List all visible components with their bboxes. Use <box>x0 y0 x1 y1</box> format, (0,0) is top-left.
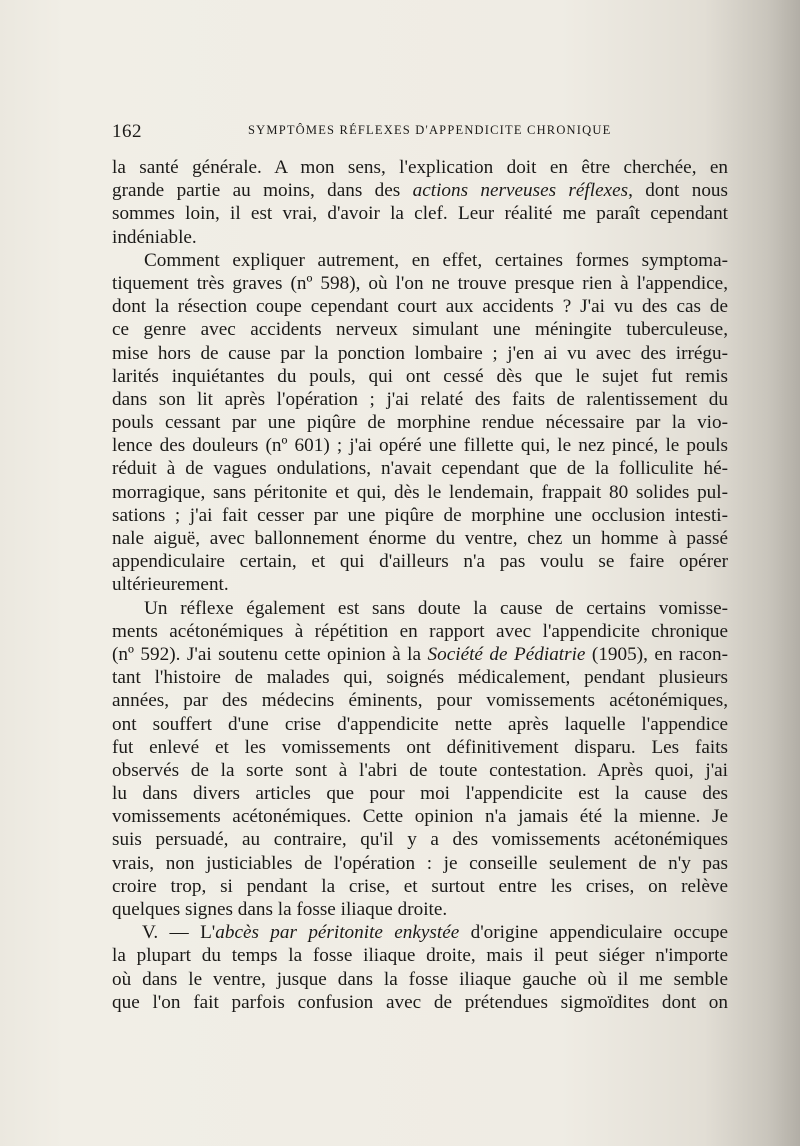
page-header <box>112 121 728 143</box>
text-segment: lu dans divers articles que pour moi l'appendicite est la cause des <box>112 783 728 805</box>
text-segment: indéniable. <box>112 226 197 248</box>
text-segment: , dont nous <box>628 180 728 202</box>
italic-text: Société de Pédiatrie <box>427 643 586 665</box>
text-line <box>112 481 728 504</box>
text-line <box>112 342 728 365</box>
text-segment: dont la résection coupe cependant court aux accidents ? J'ai vu des cas de <box>112 296 728 318</box>
italic-text: abcès par péritonite enkystée <box>215 922 460 944</box>
text-line <box>112 527 728 550</box>
text-line <box>112 434 728 457</box>
text-segment: sations ; j'ai fait cesser par une piqûre de morphine une occlusion intesti- <box>112 504 728 526</box>
text-line <box>112 457 728 480</box>
text-line <box>112 875 728 898</box>
text-line <box>112 156 728 179</box>
text-line <box>112 365 728 388</box>
text-segment: ments acétonémiques à répétition en rapport avec l'appendicite chronique <box>112 620 728 642</box>
text-segment: nale aiguë, avec ballonnement énorme du ventre, chez un homme à passé <box>112 528 728 549</box>
text-segment: appendiculaire certain, et qui d'ailleurs n'a pas voulu se faire opérer <box>112 551 728 573</box>
text-line <box>112 620 728 643</box>
text-segment: V. — L' <box>142 922 216 944</box>
text-line <box>112 318 728 341</box>
text-line <box>112 944 728 967</box>
text-line <box>112 411 728 434</box>
text-line <box>112 643 728 666</box>
text-segment: où dans le ventre, jusque dans la fosse iliaque gauche où il me semble <box>112 968 728 990</box>
text-segment: d'origine appendiculaire occupe <box>459 922 729 944</box>
text-line <box>112 805 728 828</box>
text-segment: observés de la sorte sont à l'abri de toute contestation. Après quoi, j'ai <box>112 759 728 781</box>
text-line <box>112 295 728 318</box>
text-line <box>112 249 728 272</box>
text-segment: dans son lit après l'opération ; j'ai relaté des faits de ralentissement du <box>112 388 728 410</box>
text-segment: Un réflexe également est sans doute la cause de certains vomisse- <box>144 597 728 619</box>
text-segment: que l'on fait parfois confusion avec de prétendues sigmoïdites dont on <box>112 991 728 1013</box>
text-segment: grande partie au moins, dans des <box>112 180 413 202</box>
text-line <box>112 597 728 620</box>
text-line <box>112 573 728 596</box>
text-line <box>112 828 728 851</box>
text-segment: mise hors de cause par la ponction lombaire ; j'en ai vu avec des irrégu- <box>112 342 728 364</box>
text-segment: suis persuadé, au contraire, qu'il y a des vomissements acétonémiques <box>112 829 728 851</box>
text-segment: la santé générale. A mon sens, l'explication doit en être cherchée, en <box>112 157 728 178</box>
text-line <box>112 713 728 736</box>
text-segment: Comment expliquer autrement, en effet, certaines formes symptoma- <box>144 249 728 271</box>
italic-text: actions nerveuses réflexes <box>412 180 629 202</box>
text-segment: vrais, non justiciables de l'opération : je conseille seulement de n'y pas <box>112 852 728 874</box>
text-line <box>112 504 728 527</box>
text-line <box>112 782 728 805</box>
body-text <box>112 156 728 1014</box>
text-segment: sommes loin, il est vrai, d'avoir la clef. Leur réalité me paraît cependant <box>112 203 728 225</box>
text-segment: larités inquiétantes du pouls, qui ont cessé dès que le sujet fut remis <box>112 365 728 387</box>
text-line <box>112 689 728 712</box>
text-segment: ont souffert d'une crise d'appendicite nette après laquelle l'appendice <box>112 713 728 735</box>
text-line <box>112 852 728 875</box>
text-line <box>112 666 728 689</box>
page-number: 162 <box>112 121 142 142</box>
text-segment: années, par des médecins éminents, pour vomissements acétonémiques, <box>112 690 728 712</box>
text-line <box>112 388 728 411</box>
text-line <box>112 991 728 1014</box>
text-segment: lence des douleurs (nº 601) ; j'ai opéré une fillette qui, le nez pincé, le pouls <box>112 435 728 457</box>
text-segment: morragique, sans péritonite et qui, dès le lendemain, frappait 80 solides pul- <box>112 481 728 503</box>
text-segment: (nº 592). J'ai soutenu cette opinion à la <box>112 643 428 665</box>
text-segment: vomissements acétonémiques. Cette opinion n'a jamais été la mienne. Je <box>112 806 728 828</box>
text-line <box>112 921 728 944</box>
text-segment: tiquement très graves (nº 598), où l'on ne trouve presque rien à l'appendice, <box>112 272 728 294</box>
text-line <box>112 968 728 991</box>
text-line <box>112 202 728 225</box>
text-line <box>112 272 728 295</box>
text-line <box>112 898 728 921</box>
text-segment: (1905), en racon- <box>585 643 728 665</box>
text-segment: ultérieurement. <box>112 574 229 596</box>
text-segment: fut enlevé et les vomissements ont définitivement disparu. Les faits <box>112 736 728 758</box>
text-segment: quelques signes dans la fosse iliaque droite. <box>112 899 448 920</box>
text-line <box>112 759 728 782</box>
running-title: SYMPTÔMES RÉFLEXES D'APPENDICITE CHRONIQUE <box>248 123 612 137</box>
text-line <box>112 736 728 759</box>
text-segment: réduit à de vagues ondulations, n'avait cependant que de la folliculite hé- <box>112 458 728 480</box>
text-line <box>112 179 728 202</box>
text-line <box>112 550 728 573</box>
text-line <box>112 226 728 249</box>
text-segment: ce genre avec accidents nerveux simulant une méningite tuberculeuse, <box>112 319 728 341</box>
text-segment: croire trop, si pendant la crise, et surtout entre les crises, on relève <box>112 875 728 897</box>
text-segment: tant l'histoire de malades qui, soignés médicalement, pendant plusieurs <box>112 667 728 689</box>
text-segment: pouls cessant par une piqûre de morphine rendue nécessaire par la vio- <box>112 412 728 434</box>
text-segment: la plupart du temps la fosse iliaque droite, mais il peut siéger n'importe <box>112 945 728 967</box>
